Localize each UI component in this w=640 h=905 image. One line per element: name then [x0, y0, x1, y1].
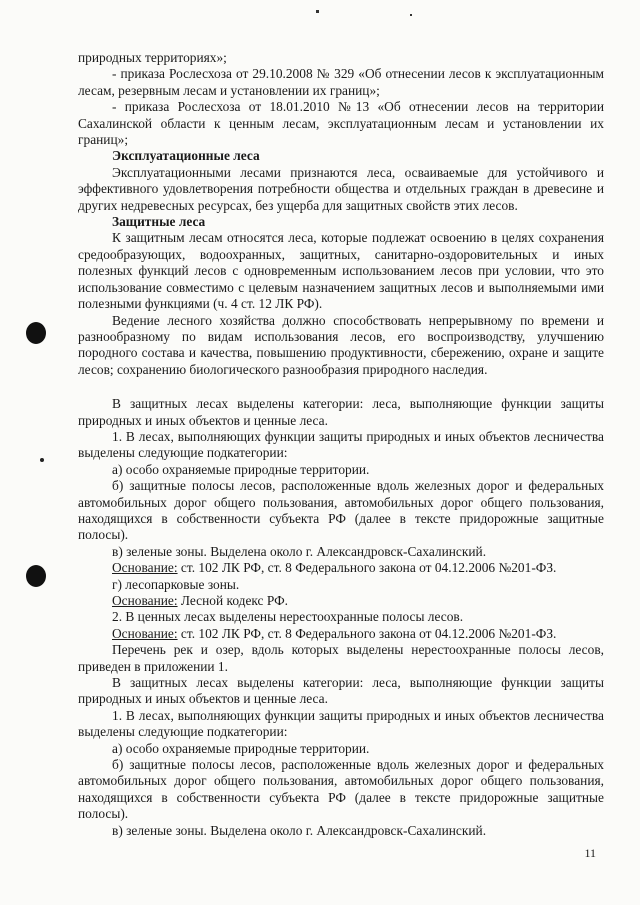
punch-hole-bottom: [26, 565, 46, 587]
paragraph: а) особо охраняемые природные территории.: [112, 740, 370, 756]
paragraph: а) особо охраняемые природные территории.: [112, 461, 370, 477]
basis-text: Лесной кодекс РФ.: [177, 593, 288, 608]
paragraph: б) защитные полосы лесов, расположенные вдоль железных дорог и федеральных автомобильных дорог общего пользования, автомобильных дорог общего пользования, находящихся в собственности субъекта РФ (далее в тексте придорожные защитные полосы).: [78, 478, 604, 543]
paragraph: - приказа Рослесхоза от 29.10.2008 № 329 «Об отнесении лесов к эксплуатационным лесам, резервным лесам и установлении их границ»;: [78, 66, 604, 98]
document-body: [78, 50, 604, 839]
paragraph: В защитных лесах выделены категории: леса, выполняющие функции защиты природных и иных объектов и ценные леса.: [78, 675, 604, 707]
basis-label: Основание:: [112, 560, 178, 576]
basis-label: Основание:: [112, 593, 178, 608]
paragraph: [78, 593, 604, 609]
basis-text: ст. 102 ЛК РФ, ст. 8 Федерального закона от 04.12.2006 №201-ФЗ.: [177, 625, 557, 641]
paragraph: - приказа Рослесхоза от 18.01.2010 №13 «Об отнесении лесов на территории Сахалинской области к ценным лесам, эксплуатационным лесам и установлении их границ»;: [78, 99, 604, 148]
section-heading: Эксплуатационные леса: [112, 148, 260, 164]
paragraph: г) лесопарковые зоны.: [112, 576, 240, 592]
paragraph: К защитным лесам относятся леса, которые подлежат освоению в целях сохранения средообразующих, водоохранных, защитных, санитарно-оздоровительных и иных полезных функций лесов с одновременным использованием лесов при условии, что это использование совместимо с целевым назначением защитных лесов и выполняемыми ими полезными функциями (ч. 4 ст. 12 ЛК РФ).: [78, 230, 604, 312]
basis-text: ст. 102 ЛК РФ, ст. 8 Федерального закона от 04.12.2006 №201-ФЗ.: [177, 560, 557, 576]
punch-hole-top: [26, 322, 46, 344]
paragraph: В защитных лесах выделены категории: леса, выполняющие функции защиты природных и иных объектов и ценные леса.: [78, 396, 604, 428]
paragraph: в) зеленые зоны. Выделена около г. Александровск-Сахалинский.: [112, 543, 487, 559]
paragraph: [78, 626, 604, 642]
basis-label: Основание:: [112, 625, 178, 641]
paragraph: Ведение лесного хозяйства должно способствовать непрерывному по времени и разнообразному по видам использования лесов, его воспроизводству, улучшению породного состава и качества, повышению продуктивности, сбережению, охране и защите лесов; сохранению биологического разнообразия природного наследия.: [78, 312, 604, 377]
paragraph: Эксплуатационными лесами признаются леса, осваиваемые для устойчивого и эффективного удовлетворения потребности общества и отдельных граждан в древесине и других недревесных ресурсах, без ущерба для защитных свойств этих лесов.: [78, 164, 604, 213]
paragraph: 1. В лесах, выполняющих функции защиты природных и иных объектов лесничества выделены следующие подкатегории:: [78, 428, 604, 461]
paragraph: 2. В ценных лесах выделены нерестоохранные полосы лесов.: [112, 609, 464, 625]
scan-speck: [316, 10, 319, 13]
paragraph: б) защитные полосы лесов, расположенные вдоль железных дорог и федеральных автомобильных дорог общего пользования, автомобильных дорог общего пользования, находящихся в собственности субъекта РФ (далее в тексте придорожные защитные полосы).: [78, 757, 604, 822]
paragraph: [78, 560, 604, 576]
scan-speck: [40, 458, 44, 462]
paragraph: 1. В лесах, выполняющих функции защиты природных и иных объектов лесничества выделены следующие подкатегории:: [78, 707, 604, 740]
paragraph: Перечень рек и озер, вдоль которых выделены нерестоохранные полосы лесов, приведен в приложении 1.: [78, 642, 604, 674]
page-number: 11: [584, 846, 596, 860]
section-heading: Защитные леса: [112, 214, 206, 230]
scan-speck: [410, 14, 412, 16]
paragraph: в) зеленые зоны. Выделена около г. Александровск-Сахалинский.: [112, 822, 487, 838]
text-line: природных территориях»;: [78, 50, 227, 65]
